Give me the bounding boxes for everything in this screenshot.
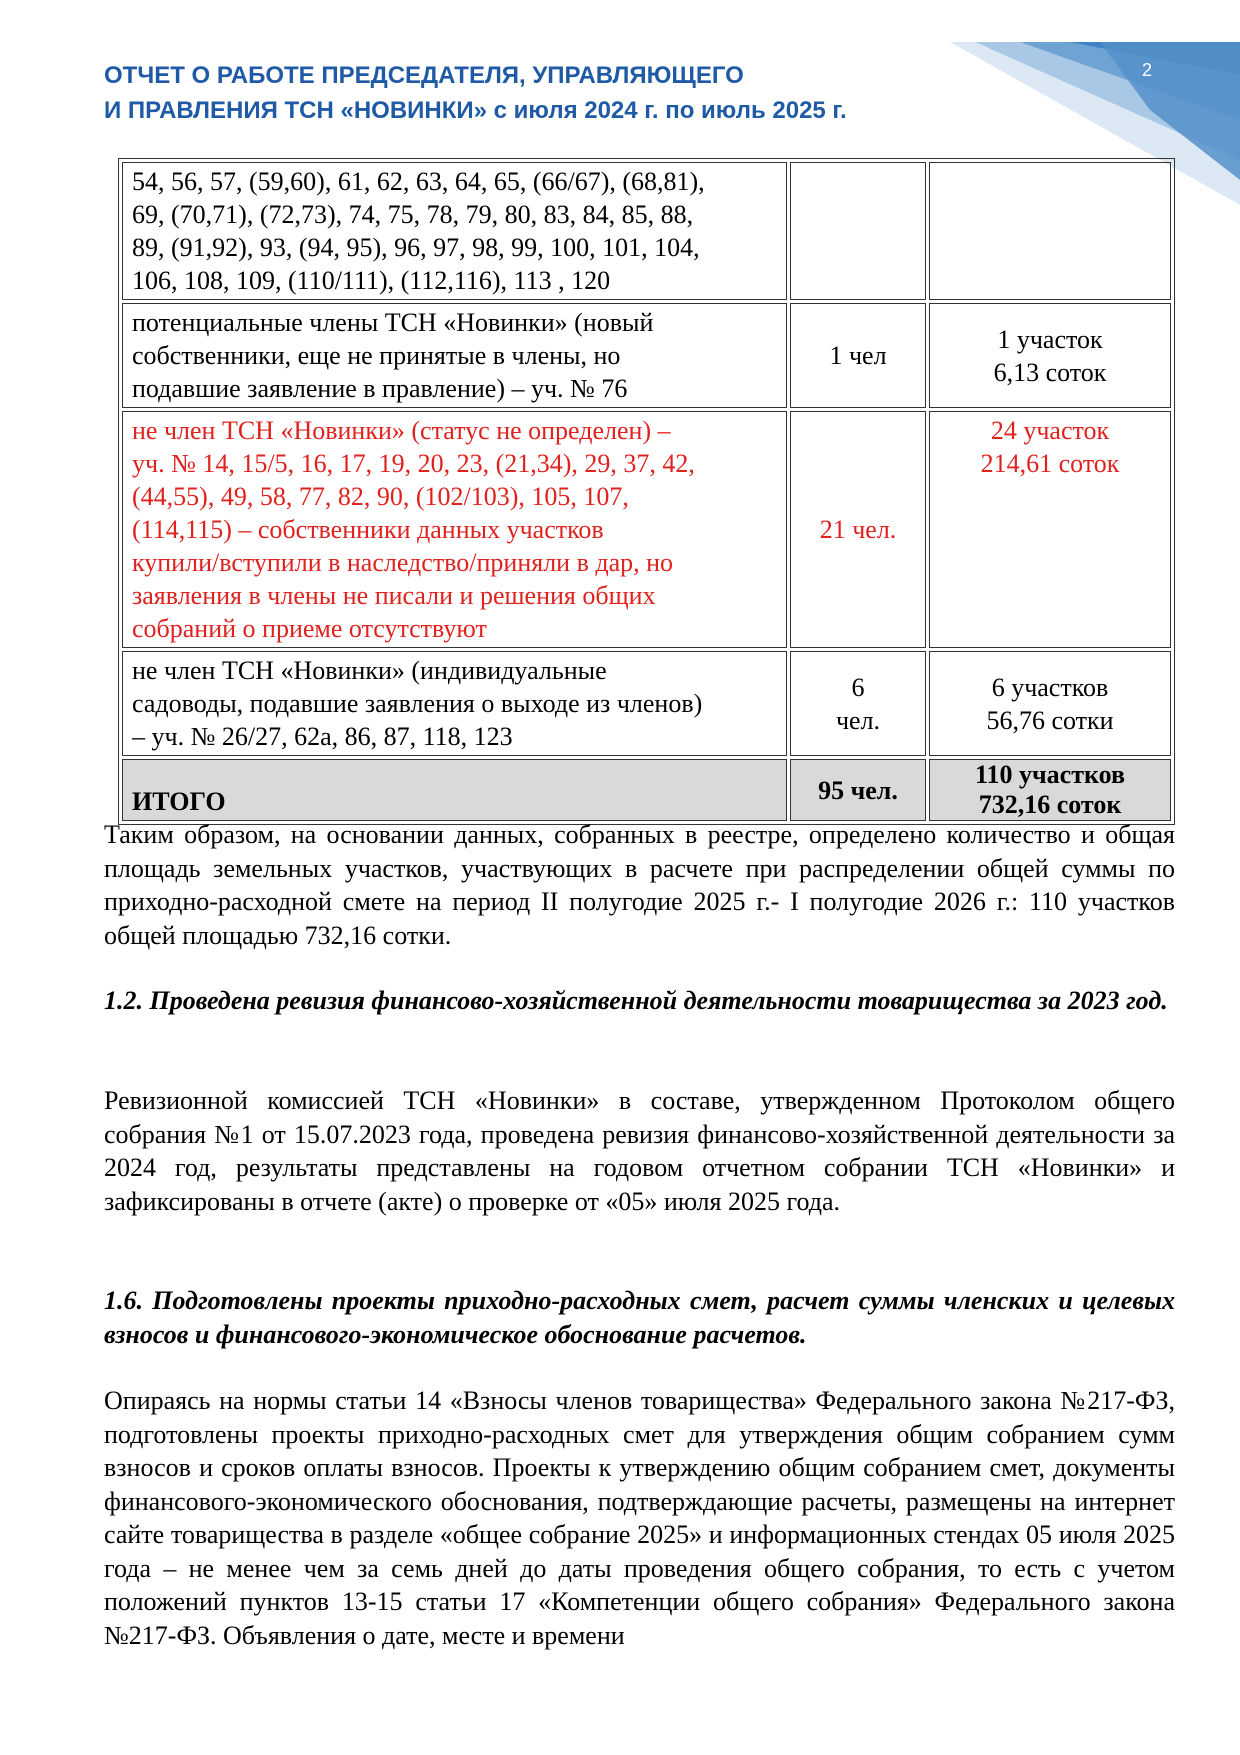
description-cell-line: 54, 56, 57, (59,60), 61, 62, 63, 64, 65, (66/67), (68,81), xyxy=(132,167,705,196)
total-plot-area-line: 732,16 соток xyxy=(978,790,1122,819)
section-1-2-body xyxy=(104,1084,1175,1218)
plot-area-cell xyxy=(929,411,1171,648)
table-row xyxy=(122,651,1171,756)
header-title-line: ОТЧЕТ О РАБОТЕ ПРЕДСЕДАТЕЛЯ, УПРАВЛЯЮЩЕГО xyxy=(104,62,744,89)
description-cell-line: 69, (70,71), (72,73), 74, 75, 78, 79, 80, 83, 84, 85, 88, xyxy=(132,200,694,229)
total-plot-area xyxy=(929,759,1171,821)
section-1-6 xyxy=(104,1284,1175,1351)
page-number: 2 xyxy=(1142,60,1153,80)
description-cell-line: – уч. № 26/27, 62а, 86, 87, 118, 123 xyxy=(132,722,513,751)
total-label: ИТОГО xyxy=(122,759,787,821)
document-header-title xyxy=(104,58,964,128)
description-cell-line: (44,55), 49, 58, 77, 82, 90, (102/103), 105, 107, xyxy=(132,482,629,511)
plot-area-cell xyxy=(929,651,1171,756)
summary-text: Таким образом, на основании данных, собранных в реестре, определено количество и общая площадь земельных участков, участвующих в расчете при распределении общей суммы по приходно-расходной смете на период II полугодие 2025 г.- I полугодие 2026 г.: 110 участков общей площадью 732,16 сотки. xyxy=(104,820,1175,950)
description-cell-line: потенциальные члены ТСН «Новинки» (новый xyxy=(132,308,654,337)
plot-area-cell xyxy=(929,162,1171,300)
plot-area-cell-line: 6 участков xyxy=(991,672,1109,702)
table-total-row xyxy=(122,759,1171,821)
plot-area-cell-line: 24 участок xyxy=(990,416,1110,445)
member-count-cell xyxy=(790,303,926,408)
plot-area-cell-line: 214,61 соток xyxy=(980,449,1120,478)
member-count-cell xyxy=(790,411,926,648)
header-title-line: И ПРАВЛЕНИЯ ТСН «НОВИНКИ» с июля 2024 г. по июль 2025 г. xyxy=(104,97,847,124)
plot-area-cell-line: 56,76 сотки xyxy=(986,705,1114,735)
member-count-cell-line: чел. xyxy=(835,705,881,735)
description-cell xyxy=(122,651,787,756)
table-row xyxy=(122,162,1171,300)
description-cell-line: садоводы, подавшие заявления о выходе из членов) xyxy=(132,689,703,718)
description-cell xyxy=(122,411,787,648)
section-heading-1-6: 1.6. Подготовлены проекты приходно-расходных смет, расчет суммы членских и целевых взносов и финансового-экономическое обоснование расчетов. xyxy=(104,1286,1175,1349)
total-member-count: 95 чел. xyxy=(790,759,926,821)
description-cell xyxy=(122,303,787,408)
section-1-6-text: Опираясь на нормы статьи 14 «Взносы членов товарищества» Федерального закона №217-ФЗ, подготовлены проекты приходно-расходных смет для утверждения общим собранием сумм взносов и сроков оплаты взносов. Проекты к утверждению общим собранием смет, документы финансового-экономического обоснования, подтверждающие расчеты, размещены на интернет сайте товарищества в разделе «общее собрание 2025» и информационных стендах 05 июля 2025 года – не менее чем за семь дней до даты проведения общего собрания, то есть с учетом положений пунктов 13-15 статьи 17 «Компетенции общего собрания» Федерального закона №217-ФЗ. Объявления о дате, месте и времени xyxy=(104,1386,1175,1650)
table-row xyxy=(122,411,1171,648)
description-cell-line: 89, (91,92), 93, (94, 95), 96, 97, 98, 99, 100, 101, 104, xyxy=(132,233,700,262)
summary-paragraph xyxy=(104,818,1175,952)
member-count-cell-line: 6 xyxy=(851,672,865,702)
description-cell-line: заявления в члены не писали и решения общих xyxy=(132,581,656,610)
description-cell-line: собраний о приеме отсутствуют xyxy=(132,614,487,643)
member-count-cell xyxy=(790,162,926,300)
description-cell-line: собственники, еще не принятые в члены, но xyxy=(132,341,621,370)
section-1-2-text: Ревизионной комиссией ТСН «Новинки» в составе, утвержденном Протоколом общего собрания №1 от 15.07.2023 года, проведена ревизия финансово-хозяйственной деятельности за 2024 год, результаты представлены на годовом отчетном собрании ТСН «Новинки» и зафиксированы в отчете (акте) о проверке от «05» июля 2025 года. xyxy=(104,1086,1175,1216)
section-heading-1-2: 1.2. Проведена ревизия финансово-хозяйственной деятельности товарищества за 2023 год. xyxy=(104,986,1168,1015)
plot-area-cell xyxy=(929,303,1171,408)
description-cell-line: (114,115) – собственники данных участков xyxy=(132,515,604,544)
description-cell-line: купили/вступили в наследство/приняли в дар, но xyxy=(132,548,674,577)
plot-area-cell-line: 1 участок xyxy=(997,324,1103,354)
total-plot-area-line: 110 участков xyxy=(974,760,1126,789)
description-cell-line: подавшие заявление в правление) – уч. № 76 xyxy=(132,374,628,403)
description-cell-line: не член ТСН «Новинки» (индивидуальные xyxy=(132,656,607,685)
description-cell-line: не член ТСН «Новинки» (статус не определен) – xyxy=(132,416,671,445)
member-count-cell-line: 1 чел xyxy=(829,341,887,370)
description-cell xyxy=(122,162,787,300)
table-row xyxy=(122,303,1171,408)
plot-area-cell-line: 6,13 соток xyxy=(993,357,1107,387)
section-1-6-body xyxy=(104,1384,1175,1652)
description-cell-line: уч. № 14, 15/5, 16, 17, 19, 20, 23, (21,34), 29, 37, 42, xyxy=(132,449,695,478)
members-register-table xyxy=(118,158,1175,825)
section-1-2 xyxy=(104,984,1175,1018)
description-cell-line: 106, 108, 109, (110/111), (112,116), 113 , 120 xyxy=(132,266,611,295)
member-count-cell xyxy=(790,651,926,756)
member-count-cell-line: 21 чел. xyxy=(819,515,897,544)
